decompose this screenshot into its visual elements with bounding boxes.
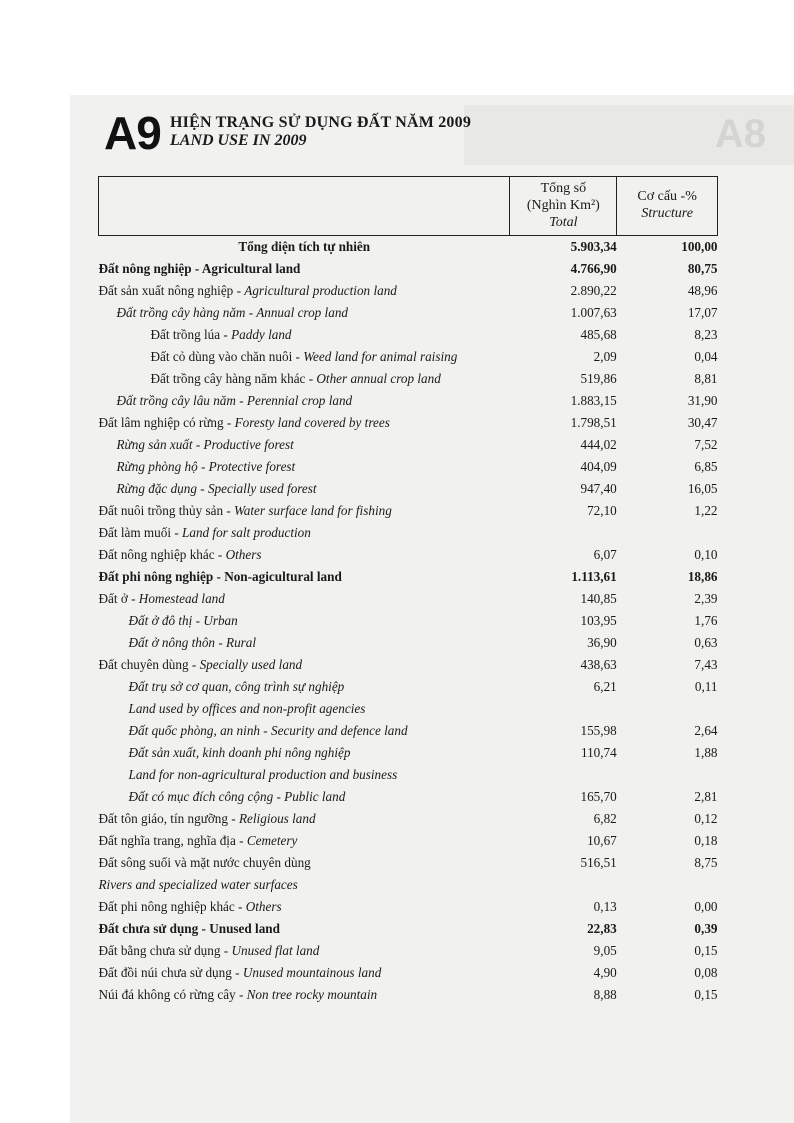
row-label-vn: Đất trồng cây hàng năm khác - <box>150 371 317 387</box>
row-label-vn: Đất nông nghiệp - <box>98 261 202 277</box>
row-label-en: Water surface land for fishing <box>234 503 392 519</box>
row-total: 0,13 <box>593 899 617 915</box>
row-label-en: Others <box>225 547 262 563</box>
table-row <box>99 742 718 764</box>
row-structure: 0,08 <box>694 965 718 981</box>
row-label-vn: Đất trụ sở cơ quan, công trình sự nghiệp <box>128 679 345 695</box>
row-label-vn: Đất sông suối và mặt nước chuyên dùng <box>98 855 311 871</box>
title-english: LAND USE IN 2009 <box>170 132 307 149</box>
row-label-vn: Đất ở đô thị - <box>128 613 204 629</box>
row-label <box>99 698 510 720</box>
row-structure <box>617 698 718 720</box>
row-label <box>99 566 510 588</box>
table-row <box>99 566 718 588</box>
header-structure-vn: Cơ cấu -% <box>637 189 697 205</box>
row-structure: 8,81 <box>694 371 718 387</box>
row-label-vn: Tổng diện tích tự nhiên <box>238 239 371 255</box>
row-structure <box>617 522 718 544</box>
row-structure: 0,10 <box>694 547 718 563</box>
row-total <box>510 522 617 544</box>
row-label-en: Agricultural production land <box>244 283 397 299</box>
row-structure: 48,96 <box>687 283 718 299</box>
row-label-en: Specially used forest <box>207 481 317 497</box>
table-row <box>99 808 718 830</box>
table-row <box>99 456 718 478</box>
row-label-en: Protective forest <box>208 459 296 475</box>
row-total: 444,02 <box>580 437 617 453</box>
row-label-vn: Đất sản xuất, kinh doanh phi nông nghiệp <box>128 745 351 761</box>
row-label-en: Annual crop land <box>256 305 349 321</box>
row-label-vn: Đất trồng cây lâu năm - <box>116 393 247 409</box>
row-total: 22,83 <box>587 921 617 937</box>
row-total: 4,90 <box>593 965 617 981</box>
row-structure: 1,22 <box>694 503 718 519</box>
row-label <box>99 390 510 412</box>
row-total: 5.903,34 <box>570 239 617 255</box>
row-label-en: Weed land for animal raising <box>303 349 458 365</box>
table-row <box>99 764 718 786</box>
table-row <box>99 478 718 500</box>
table-row <box>99 676 718 698</box>
row-label <box>99 500 510 522</box>
row-label <box>99 808 510 830</box>
table-row <box>99 654 718 676</box>
row-structure: 100,00 <box>681 239 718 255</box>
row-label-vn: Đất ở nông thôn - <box>128 635 227 651</box>
row-structure: 7,43 <box>694 657 718 673</box>
row-label-vn: Đất trồng lúa - <box>150 327 232 343</box>
row-label-vn: Rừng phòng hộ - <box>116 459 209 475</box>
row-label <box>99 764 510 786</box>
row-label <box>99 654 510 676</box>
bleed-through-code: A8 <box>714 112 766 156</box>
row-label-vn: Đất làm muối - <box>98 525 183 541</box>
row-total: 4.766,90 <box>570 261 617 277</box>
table-row <box>99 324 718 346</box>
row-label-en: Others <box>245 899 282 915</box>
row-structure: 0,12 <box>694 811 718 827</box>
row-total: 72,10 <box>587 503 617 519</box>
row-label-vn: Đất phi nông nghiệp - <box>98 569 225 585</box>
row-structure: 0,04 <box>694 349 718 365</box>
row-label-vn: Đất ở - <box>98 591 139 607</box>
row-label-vn: Đất đồi núi chưa sử dụng - <box>98 965 243 981</box>
row-label-en: Religious land <box>238 811 316 827</box>
table-row <box>99 280 718 302</box>
row-label <box>99 368 510 390</box>
row-structure: 0,18 <box>694 833 718 849</box>
row-label <box>99 258 510 280</box>
row-label <box>99 346 510 368</box>
row-total: 110,74 <box>580 745 617 761</box>
row-structure: 0,63 <box>694 635 718 651</box>
row-structure: 2,64 <box>694 723 718 739</box>
table-row <box>99 346 718 368</box>
row-total: 9,05 <box>593 943 617 959</box>
row-structure: 1,76 <box>694 613 718 629</box>
table-row <box>99 368 718 390</box>
row-total: 10,67 <box>587 833 617 849</box>
row-structure: 6,85 <box>694 459 718 475</box>
row-label <box>99 984 510 1006</box>
row-structure: 1,88 <box>694 745 718 761</box>
header-blank-cell <box>99 177 510 236</box>
row-total: 1.007,63 <box>570 305 617 321</box>
row-structure: 0,15 <box>694 943 718 959</box>
table-row <box>99 918 718 940</box>
row-label <box>99 412 510 434</box>
row-total: 947,40 <box>580 481 617 497</box>
row-label <box>99 632 510 654</box>
row-label-en: Non tree rocky mountain <box>246 987 378 1003</box>
row-label-en: Foresty land covered by trees <box>234 415 390 431</box>
table-row <box>99 412 718 434</box>
row-label <box>99 720 510 742</box>
row-total: 103,95 <box>580 613 617 629</box>
table-row <box>99 236 718 259</box>
header-total <box>510 177 617 236</box>
row-label-en: Cemetery <box>246 833 298 849</box>
row-structure: 0,39 <box>694 921 718 937</box>
row-label <box>99 302 510 324</box>
row-label-en: Non-agicultural land <box>224 569 342 585</box>
row-label-en: Unused mountainous land <box>242 965 382 981</box>
row-structure: 2,39 <box>694 591 718 607</box>
table-header-row <box>99 177 718 236</box>
row-label <box>99 544 510 566</box>
row-structure: 8,75 <box>694 855 718 871</box>
row-label <box>99 522 510 544</box>
table-row <box>99 632 718 654</box>
row-label <box>99 918 510 940</box>
row-label-vn: Đất lâm nghiệp có rừng - <box>98 415 235 431</box>
row-label-en: Land for salt production <box>182 525 311 541</box>
table-row <box>99 896 718 918</box>
table-row <box>99 830 718 852</box>
row-label-en: Rural <box>226 635 257 651</box>
row-label-vn: Đất nghĩa trang, nghĩa địa - <box>98 833 247 849</box>
row-total: 1.883,15 <box>570 393 617 409</box>
row-total: 404,09 <box>580 459 617 475</box>
row-total: 155,98 <box>580 723 617 739</box>
row-total: 140,85 <box>580 591 617 607</box>
row-label-vn: Đất có mục đích công cộng - <box>128 789 285 805</box>
row-total: 2,09 <box>593 349 617 365</box>
row-label-vn: Đất bằng chưa sử dụng - <box>98 943 232 959</box>
row-total: 516,51 <box>580 855 617 871</box>
table-row <box>99 984 718 1006</box>
table-row <box>99 544 718 566</box>
row-total: 8,88 <box>593 987 617 1003</box>
row-label <box>99 962 510 984</box>
section-code: A9 <box>104 107 161 159</box>
row-label-vn: Đất nuôi trồng thủy sản - <box>98 503 235 519</box>
row-label <box>99 434 510 456</box>
row-total <box>510 874 617 896</box>
row-label-vn: Đất nông nghiệp khác - <box>98 547 226 563</box>
row-label-vn: Đất chuyên dùng - <box>98 657 200 673</box>
row-label <box>99 940 510 962</box>
header-structure <box>617 177 718 236</box>
row-label-vn: Đất tôn giáo, tín ngưỡng - <box>98 811 239 827</box>
row-label <box>99 456 510 478</box>
row-label-en: Specially used land <box>199 657 303 673</box>
row-total: 36,90 <box>587 635 617 651</box>
row-label <box>99 588 510 610</box>
row-label <box>99 874 510 896</box>
row-structure <box>617 764 718 786</box>
row-structure: 2,81 <box>694 789 718 805</box>
row-label-vn: Rừng đặc dụng - <box>116 481 208 497</box>
row-total: 438,63 <box>580 657 617 673</box>
table-row <box>99 390 718 412</box>
row-structure: 16,05 <box>687 481 718 497</box>
row-label-en: Unused flat land <box>231 943 320 959</box>
row-label-en: Urban <box>203 613 238 629</box>
row-label <box>99 610 510 632</box>
table-row <box>99 588 718 610</box>
row-structure <box>617 874 718 896</box>
row-label-vn: Đất sản xuất nông nghiệp - <box>98 283 245 299</box>
row-total <box>510 764 617 786</box>
row-label <box>99 786 510 808</box>
row-label <box>99 830 510 852</box>
row-label <box>99 896 510 918</box>
row-label-vn: Đất phi nông nghiệp khác - <box>98 899 246 915</box>
row-total: 1.113,61 <box>571 569 617 585</box>
table-row <box>99 940 718 962</box>
row-structure: 8,23 <box>694 327 718 343</box>
row-label <box>99 324 510 346</box>
row-label-en: Land for non-agricultural production and business <box>128 767 398 783</box>
row-total: 519,86 <box>580 371 617 387</box>
row-label-en: Land used by offices and non-profit agencies <box>128 701 366 717</box>
table-row <box>99 258 718 280</box>
table-row <box>99 720 718 742</box>
row-label <box>99 478 510 500</box>
table-row <box>99 302 718 324</box>
row-structure: 80,75 <box>687 261 718 277</box>
header-total-vn: Tổng số <box>540 181 587 196</box>
row-total: 165,70 <box>580 789 617 805</box>
row-structure: 17,07 <box>687 305 718 321</box>
row-total: 6,82 <box>593 811 617 827</box>
row-total <box>510 698 617 720</box>
table-row <box>99 500 718 522</box>
row-label-en: Rivers and specialized water surfaces <box>98 877 298 893</box>
row-label-vn: Đất chưa sử dụng - <box>98 921 210 937</box>
table-row <box>99 962 718 984</box>
title-vietnamese: HIỆN TRẠNG SỬ DỤNG ĐẤT NĂM 2009 <box>170 114 472 131</box>
row-label-vn: Đất trồng cây hàng năm - <box>116 305 257 321</box>
row-structure: 18,86 <box>687 569 718 585</box>
row-structure: 7,52 <box>694 437 718 453</box>
row-total: 485,68 <box>580 327 617 343</box>
row-label <box>99 742 510 764</box>
row-label-en: Productive forest <box>203 437 294 453</box>
row-label-en: Public land <box>284 789 346 805</box>
row-label-vn: Rừng sản xuất - <box>116 437 204 453</box>
row-total: 1.798,51 <box>570 415 617 431</box>
row-label-en: Security and defence land <box>271 723 408 739</box>
row-label <box>99 280 510 302</box>
table-row <box>99 698 718 720</box>
row-label-en: Agricultural land <box>201 261 301 277</box>
row-label <box>99 676 510 698</box>
row-structure: 0,11 <box>694 679 718 695</box>
row-structure: 30,47 <box>687 415 718 431</box>
table-row <box>99 434 718 456</box>
land-use-table <box>98 176 718 1006</box>
row-label-en: Perennial crop land <box>246 393 353 409</box>
row-label-en: Other annual crop land <box>316 371 441 387</box>
table-row <box>99 522 718 544</box>
row-label-en: Unused land <box>209 921 280 937</box>
row-total: 6,07 <box>593 547 617 563</box>
row-structure: 31,90 <box>687 393 718 409</box>
row-label-vn: Đất cỏ dùng vào chăn nuôi - <box>150 349 304 365</box>
table-row <box>99 874 718 896</box>
header-total-en: Total <box>549 214 578 230</box>
row-label-vn: Núi đá không có rừng cây - <box>98 987 247 1003</box>
row-label-en: Paddy land <box>231 327 292 343</box>
table-body <box>99 236 718 1007</box>
row-label <box>99 852 510 874</box>
row-label <box>99 236 510 259</box>
row-total: 6,21 <box>593 679 617 695</box>
header-total-unit: (Nghìn Km²) <box>526 197 600 213</box>
row-label-vn: Đất quốc phòng, an ninh - <box>128 723 271 739</box>
row-label-en: Homestead land <box>138 591 225 607</box>
table-row <box>99 610 718 632</box>
row-structure: 0,15 <box>694 987 718 1003</box>
row-total: 2.890,22 <box>570 283 617 299</box>
row-structure: 0,00 <box>694 899 718 915</box>
header-structure-en: Structure <box>641 206 693 222</box>
table-row <box>99 852 718 874</box>
table-row <box>99 786 718 808</box>
